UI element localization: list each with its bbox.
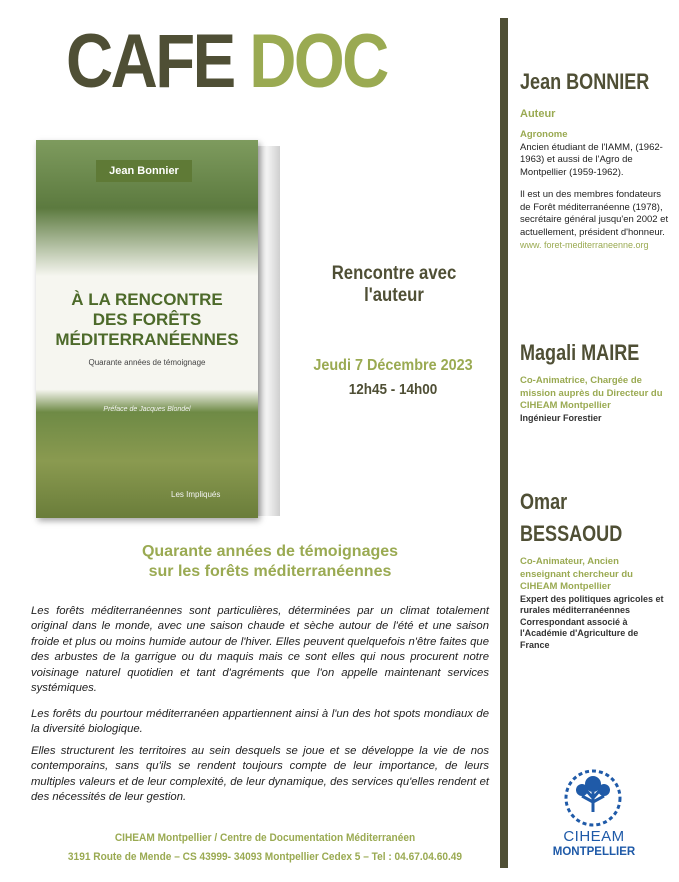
speaker-role: Auteur bbox=[520, 108, 556, 120]
book-subtitle: Quarante années de témoignage bbox=[88, 358, 206, 367]
footer-line: CIHEAM Montpellier / Centre de Documentation Méditerranéen bbox=[114, 832, 416, 844]
event-date: Jeudi 7 Décembre 2023 bbox=[313, 357, 473, 374]
title-word-doc: DOC bbox=[249, 19, 387, 104]
book-cover-image bbox=[36, 140, 258, 518]
book-preface: Préface de Jacques Blondel bbox=[103, 406, 191, 413]
title-word-cafe: CAFE bbox=[66, 19, 234, 104]
footer-line: 3191 Route de Mende – CS 43999- 34093 Montpellier Cedex 5 – Tel : 04.67.04.60.49 bbox=[67, 851, 463, 863]
event-heading-line: l'auteur bbox=[364, 285, 424, 306]
speaker-detail: Expert des politiques agricoles et rurales méditerranéennes Correspondant associé à l'Académie d'Agriculture de France bbox=[520, 593, 664, 650]
section-subtitle bbox=[70, 542, 470, 582]
speaker-detail: Ingénieur Forestier bbox=[520, 412, 602, 423]
book-title bbox=[36, 290, 258, 350]
book-title-line: À LA RENCONTRE bbox=[71, 290, 223, 309]
speaker-name-line: Omar bbox=[520, 489, 568, 514]
speaker-magali-maire bbox=[520, 341, 670, 424]
speaker-website-link[interactable]: www. foret-mediterraneenne.org bbox=[520, 240, 649, 250]
speaker-bio: Ancien étudiant de l'IAMM, (1962-1963) et aussi de l'Agro de Montpellier (1959-1962). bbox=[520, 141, 663, 178]
book-author: Jean Bonnier bbox=[96, 160, 192, 182]
speaker-name-line: BESSAOUD bbox=[520, 521, 623, 546]
book-title-line: MÉDITERRANÉENNES bbox=[55, 330, 239, 349]
subtitle-line: Quarante années de témoignages bbox=[141, 543, 399, 560]
book-publisher: Les Impliqués bbox=[171, 490, 221, 499]
body-paragraph: Les forêts méditerranéennes sont particulières, déterminées par un climat totalement original dans le monde, avec une saison chaude et sèche autour de l'été et une saison froide et plus ou moins humide autour de l'hiver. Elles peuvent quelquefois n'être faites que des arbustes de la garrigue ou du maquis mais ce sont elles qui nous procurent notre voisinage naturel quotidien et tant d'agréments que l'on appelle maintenant services systémiques. bbox=[31, 605, 489, 695]
speaker-role: Co-Animateur, Ancien enseignant chercheur du CIHEAM Montpellier bbox=[520, 556, 633, 592]
ciheam-logo bbox=[560, 768, 626, 828]
speaker-bio: Il est un des membres fondateurs de Forêt méditerranéenne (1978), secrétaire général jusqu'en 2002 et actuellement, président d'honneur. bbox=[520, 189, 669, 238]
speaker-name: Magali MAIRE bbox=[520, 340, 640, 365]
event-heading bbox=[311, 263, 476, 307]
logo-city: MONTPELLIER bbox=[552, 846, 636, 858]
speaker-name: Jean BONNIER bbox=[520, 69, 650, 94]
book-cover bbox=[36, 140, 258, 518]
vertical-divider bbox=[500, 18, 508, 868]
body-paragraph: Les forêts du pourtour méditerranéen appartiennent ainsi à l'un des hot spots mondiaux de la diversité biologique. bbox=[31, 708, 489, 736]
speaker-role: Co-Animatrice, Chargée de mission auprès du Directeur du CIHEAM Montpellier bbox=[520, 375, 663, 411]
event-heading-line: Rencontre avec bbox=[331, 263, 457, 284]
book-pages bbox=[258, 146, 280, 516]
event-time: 12h45 - 14h00 bbox=[348, 381, 438, 398]
book-title-line: DES FORÊTS bbox=[92, 310, 202, 329]
speaker-profession: Agronome bbox=[520, 129, 568, 140]
body-paragraph: Elles structurent les territoires au sein desquels se joue et se développe la vie de nos contemporains, sans qu'ils se rendent toujours compte de leur importance, de leurs multiples valeurs et de leur complexité, de leur dynamique, des services qu'elles rendent et des nécessités de leur gestion. bbox=[31, 745, 489, 804]
speaker-jean-bonnier bbox=[520, 70, 670, 252]
page-title bbox=[66, 19, 401, 104]
subtitle-line: sur les forêts méditerranéennes bbox=[148, 563, 392, 580]
logo-name: CIHEAM bbox=[563, 828, 625, 845]
speaker-omar-bessaoud bbox=[520, 490, 670, 651]
